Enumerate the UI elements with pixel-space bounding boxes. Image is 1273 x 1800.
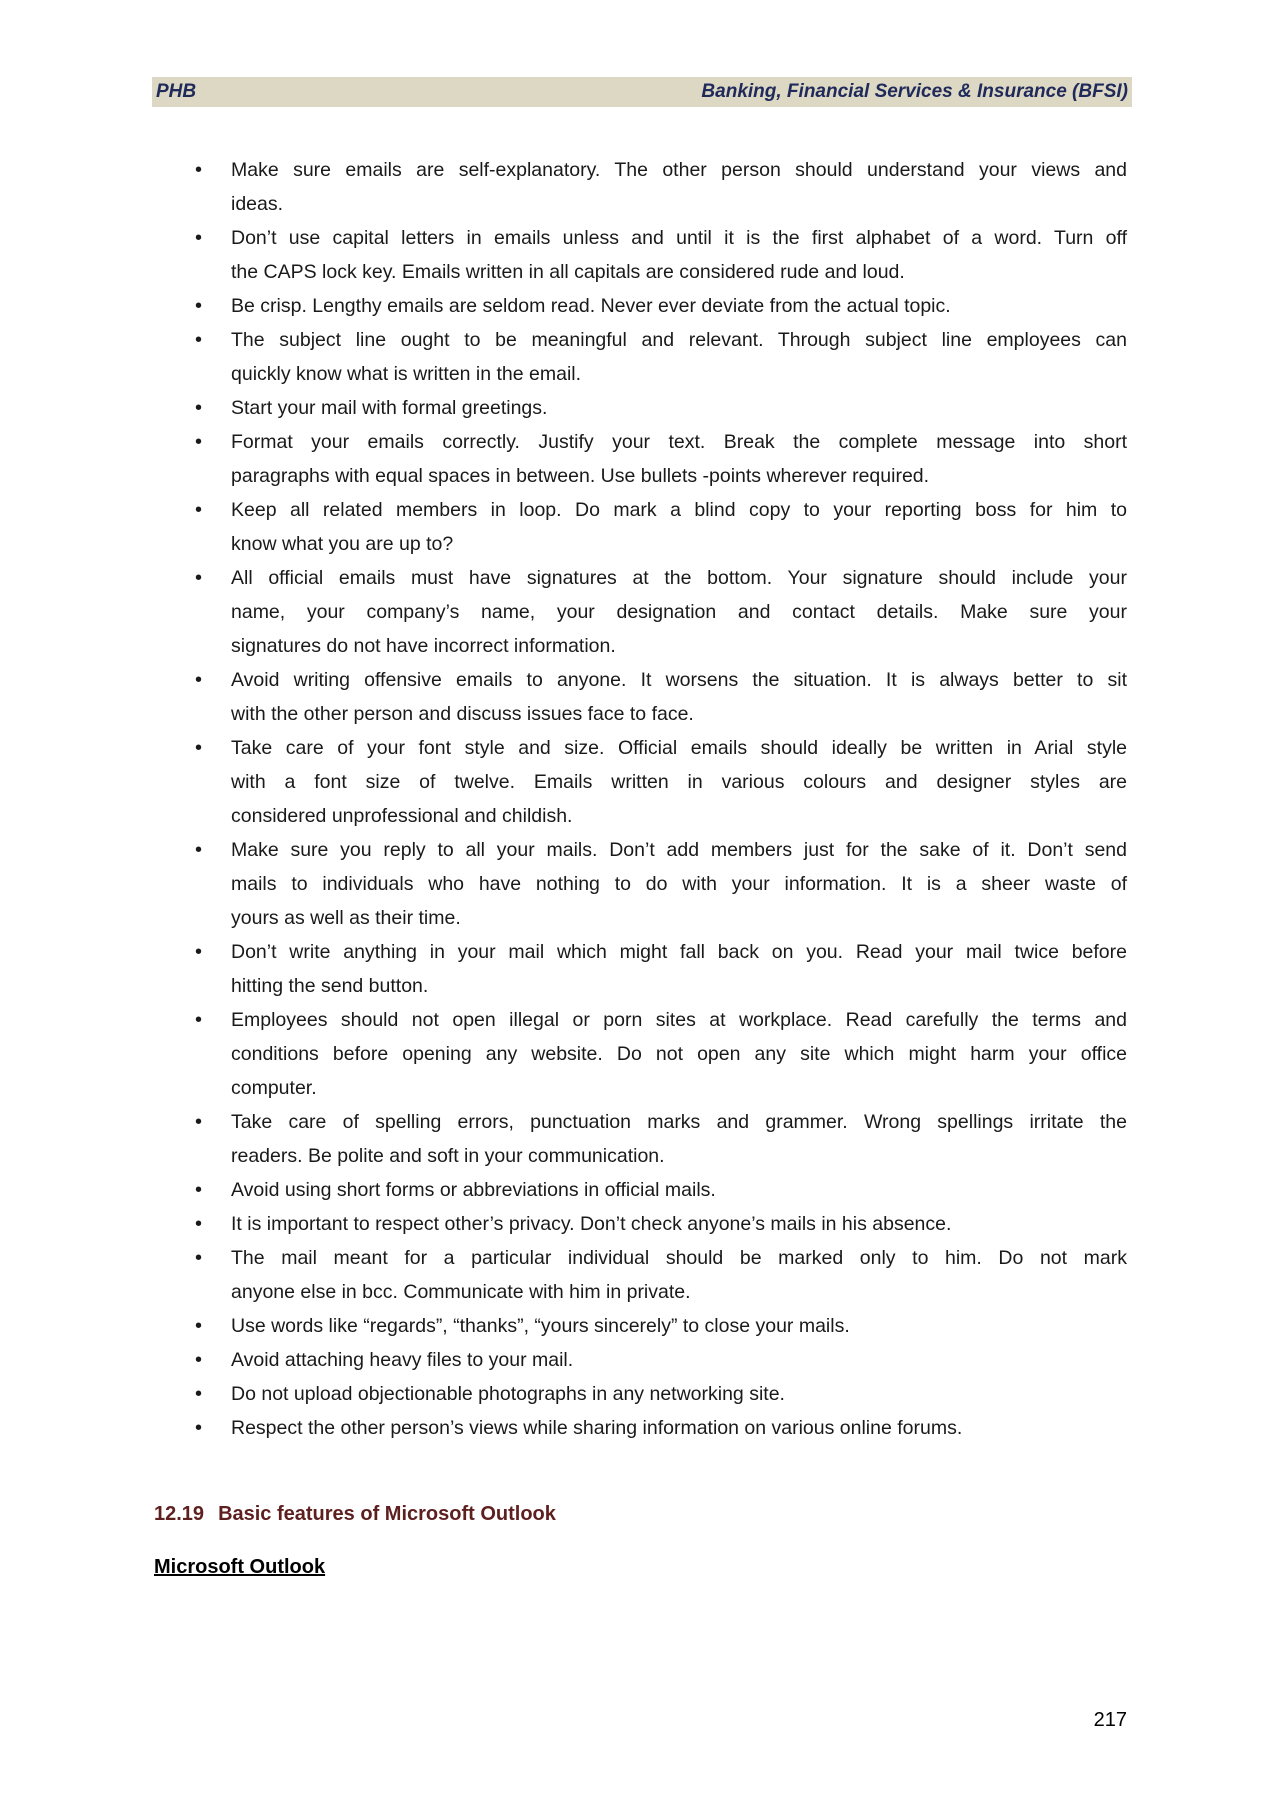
list-item-line: the CAPS lock key. Emails written in all capitals are considered rude and loud.	[231, 261, 905, 283]
list-item	[192, 1377, 1127, 1411]
list-item-line: Keep all related members in loop. Do mark a blind copy to your reporting boss for him to	[231, 499, 1127, 521]
bullet-icon: •	[195, 159, 203, 181]
list-item-line: Do not upload objectionable photographs in any networking site.	[231, 1383, 785, 1405]
list-item-line: yours as well as their time.	[231, 907, 461, 929]
bullet-icon: •	[195, 1315, 203, 1337]
list-item-line: Take care of your font style and size. Official emails should ideally be written in Arial style	[231, 737, 1127, 759]
list-item	[192, 1241, 1127, 1309]
list-item	[192, 1173, 1127, 1207]
list-item	[192, 833, 1127, 935]
list-item-line: The subject line ought to be meaningful and relevant. Through subject line employees can	[231, 329, 1127, 351]
bullet-icon: •	[195, 1213, 203, 1235]
list-item-line: with the other person and discuss issues face to face.	[231, 703, 694, 725]
list-item-line: All official emails must have signatures at the bottom. Your signature should include your	[231, 567, 1127, 589]
subheading: Microsoft Outlook	[154, 1556, 326, 1578]
bullet-icon: •	[195, 737, 203, 759]
list-item	[192, 1105, 1127, 1173]
list-item-line: ideas.	[231, 193, 284, 215]
page-number: 217	[1093, 1709, 1127, 1731]
list-item-line: hitting the send button.	[231, 975, 429, 997]
list-item-line: anyone else in bcc. Communicate with him in private.	[231, 1281, 691, 1303]
list-item-line: computer.	[231, 1077, 317, 1099]
bullet-list	[192, 153, 1127, 1445]
list-item-line: mails to individuals who have nothing to do with your information. It is a sheer waste of	[231, 873, 1127, 895]
list-item	[192, 221, 1127, 289]
list-item-line: Be crisp. Lengthy emails are seldom read. Never ever deviate from the actual topic.	[231, 295, 951, 317]
list-item	[192, 323, 1127, 391]
list-item	[192, 425, 1127, 493]
bullet-icon: •	[195, 839, 203, 861]
list-item	[192, 663, 1127, 731]
list-item-line: readers. Be polite and soft in your communication.	[231, 1145, 665, 1167]
bullet-icon: •	[195, 669, 203, 691]
list-item	[192, 1343, 1127, 1377]
list-item	[192, 289, 1127, 323]
list-item-line: Start your mail with formal greetings.	[231, 397, 548, 419]
header-left: PHB	[156, 81, 197, 102]
section-heading	[154, 1503, 556, 1526]
list-item-line: Avoid using short forms or abbreviations in official mails.	[231, 1179, 716, 1201]
list-item	[192, 391, 1127, 425]
bullet-icon: •	[195, 1009, 203, 1031]
list-item-line: conditions before opening any website. Do not open any site which might harm your office	[231, 1043, 1127, 1065]
bullet-icon: •	[195, 1247, 203, 1269]
bullet-icon: •	[195, 431, 203, 453]
list-item-line: know what you are up to?	[231, 533, 454, 555]
list-item-line: Make sure emails are self-explanatory. The other person should understand your views and	[231, 159, 1127, 181]
list-item-line: considered unprofessional and childish.	[231, 805, 573, 827]
list-item	[192, 1003, 1127, 1105]
bullet-icon: •	[195, 941, 203, 963]
list-item-line: Avoid attaching heavy files to your mail.	[231, 1349, 574, 1371]
list-item-line: Avoid writing offensive emails to anyone. It worsens the situation. It is always better to sit	[231, 669, 1127, 691]
list-item	[192, 1411, 1127, 1445]
bullet-icon: •	[195, 1111, 203, 1133]
list-item-line: Use words like “regards”, “thanks”, “yours sincerely” to close your mails.	[231, 1315, 850, 1337]
bullet-icon: •	[195, 397, 203, 419]
list-item-line: It is important to respect other’s privacy. Don’t check anyone’s mails in his absence.	[231, 1213, 952, 1235]
list-item-line: quickly know what is written in the email.	[231, 363, 582, 385]
list-item-line: signatures do not have incorrect information.	[231, 635, 616, 657]
list-item	[192, 935, 1127, 1003]
bullet-icon: •	[195, 295, 203, 317]
list-item	[192, 731, 1127, 833]
list-item-line: Make sure you reply to all your mails. Don’t add members just for the sake of it. Don’t send	[231, 839, 1127, 861]
bullet-icon: •	[195, 499, 203, 521]
list-item-line: Format your emails correctly. Justify your text. Break the complete message into short	[231, 431, 1127, 453]
bullet-icon: •	[195, 567, 203, 589]
list-item-line: Employees should not open illegal or porn sites at workplace. Read carefully the terms and	[231, 1009, 1127, 1031]
list-item-line: paragraphs with equal spaces in between. Use bullets -points wherever required.	[231, 465, 930, 487]
list-item	[192, 493, 1127, 561]
list-item-line: with a font size of twelve. Emails written in various colours and designer styles are	[231, 771, 1127, 793]
bullet-icon: •	[195, 227, 203, 249]
list-item-line: Respect the other person’s views while sharing information on various online forums.	[231, 1417, 963, 1439]
bullet-icon: •	[195, 1349, 203, 1371]
bullet-icon: •	[195, 329, 203, 351]
section-title: Basic features of Microsoft Outlook	[218, 1503, 556, 1525]
list-item	[192, 1207, 1127, 1241]
list-item-line: The mail meant for a particular individual should be marked only to him. Do not mark	[231, 1247, 1127, 1269]
bullet-icon: •	[195, 1179, 203, 1201]
bullet-icon: •	[195, 1383, 203, 1405]
list-item	[192, 561, 1127, 663]
list-item-line: Don’t use capital letters in emails unless and until it is the first alphabet of a word. Turn off	[231, 227, 1127, 249]
bullet-icon: •	[195, 1417, 203, 1439]
list-item	[192, 153, 1127, 221]
header-right: Banking, Financial Services & Insurance (BFSI)	[701, 81, 1128, 102]
list-item	[192, 1309, 1127, 1343]
list-item-line: Don’t write anything in your mail which might fall back on you. Read your mail twice before	[231, 941, 1127, 963]
section-number: 12.19	[154, 1503, 205, 1525]
list-item-line: name, your company’s name, your designation and contact details. Make sure your	[231, 601, 1127, 623]
running-header	[152, 77, 1132, 107]
list-item-line: Take care of spelling errors, punctuation marks and grammer. Wrong spellings irritate the	[231, 1111, 1127, 1133]
